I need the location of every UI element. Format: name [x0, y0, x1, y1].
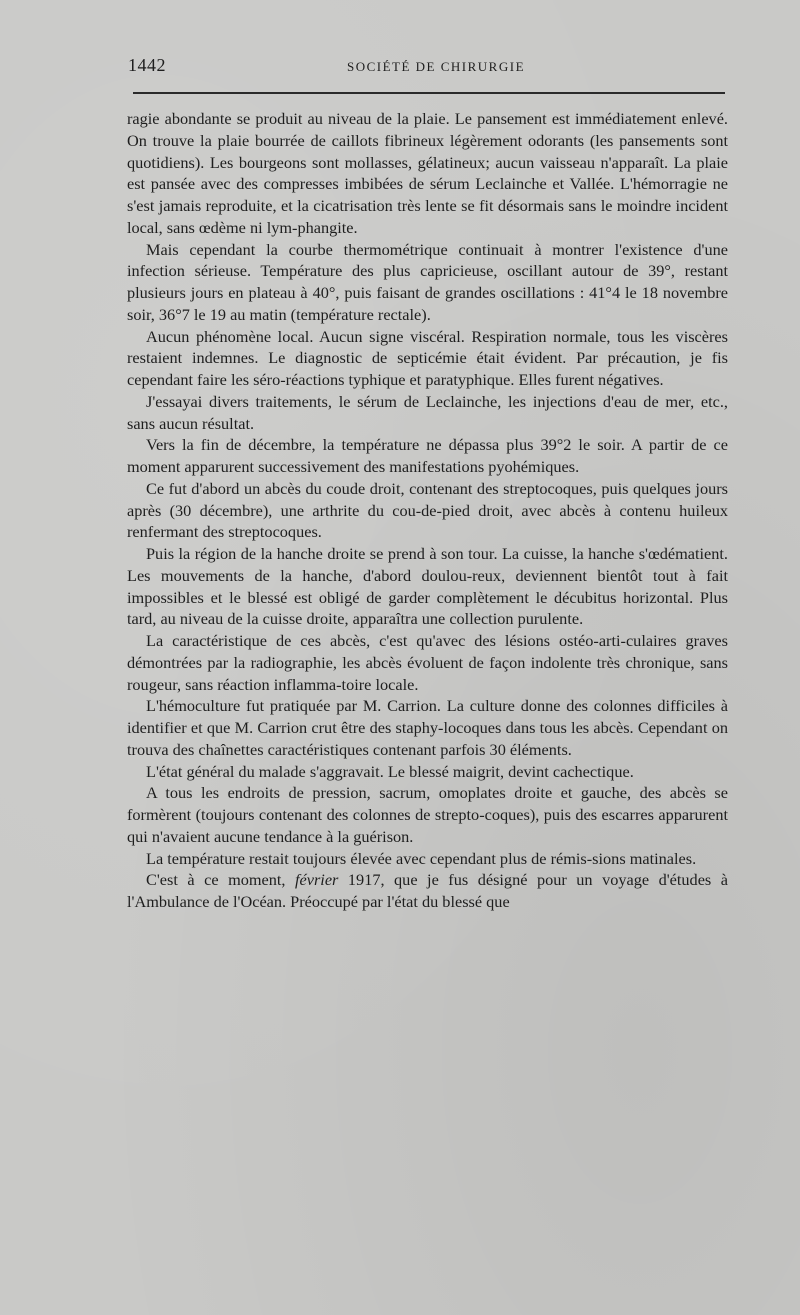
header-rule — [133, 92, 725, 94]
paragraph: La température restait toujours élevée avec cependant plus de rémis-sions matinales. — [146, 848, 697, 868]
paragraph-text: 1917, que je fus désigné pour un voyage d'études à l'Ambulance de l'Océan. Préoccupé par l'état du blessé que — [127, 870, 728, 911]
paragraph: Puis la région de la hanche droite se prend à son tour. La cuisse, la hanche s'œdématient. Les mouvements de la hanche, d'abord doulou-reux, deviennent bientôt tout à fait impossibles et le blessé est obligé de garder complètement le décubitus horizontal. Plus tard, au niveau de la cuisse droite, apparaîtra une collection purulente. — [127, 544, 728, 629]
paragraph-text: C'est à ce moment, — [146, 870, 295, 890]
italic-month: février — [295, 870, 339, 890]
paragraph: La caractéristique de ces abcès, c'est qu'avec des lésions ostéo-arti-culaires graves démontrées par la radiographie, les abcès évoluent de façon indolente très chronique, sans rougeur, sans réaction inflamma-toire locale. — [127, 631, 728, 694]
paragraph — [127, 869, 728, 913]
paragraph: ragie abondante se produit au niveau de la plaie. Le pansement est immédiatement enlevé. On trouve la plaie bourrée de caillots fibrineux légèrement odorants (les pansements sont quotidiens). Les bourgeons sont mollasses, gélatineux; aucun vaisseau n'apparaît. La plaie est pansée avec des compresses imbibées de sérum Leclainche et Vallée. L'hémorragie ne s'est jamais reproduite, et la cicatrisation très lente se fit désormais sans le moindre incident local, sans œdème ni lym-phangite. — [127, 109, 728, 237]
paragraph: Mais cependant la courbe thermométrique continuait à montrer l'existence d'une infection sérieuse. Température des plus capricieuse, oscillant autour de 39°, restant plusieurs jours en plateau à 40°, puis faisant de grandes oscillations : 41°4 le 18 novembre soir, 36°7 le 19 au matin (température rectale). — [127, 239, 728, 324]
running-title: SOCIÉTÉ DE CHIRURGIE — [346, 59, 526, 74]
paragraph: L'état général du malade s'aggravait. Le blessé maigrit, devint cachectique. — [146, 761, 634, 781]
page-number: 1442 — [128, 55, 166, 75]
paragraph: Aucun phénomène local. Aucun signe viscéral. Respiration normale, tous les viscères restaient indemnes. Le diagnostic de septicémie était évident. Par précaution, je fis cependant faire les séro-réactions typhique et paratyphique. Elles furent négatives. — [127, 326, 728, 389]
body-text — [127, 108, 728, 913]
page-header — [128, 55, 724, 81]
paragraph: J'essayai divers traitements, le sérum de Leclainche, les injections d'eau de mer, etc., sans aucun résultat. — [127, 391, 728, 433]
paragraph: L'hémoculture fut pratiquée par M. Carrion. La culture donne des colonnes difficiles à identifier et que M. Carrion crut être des staphy-locoques dans tous les abcès. Cependant on trouva des chaînettes caractéristiques contenant parfois 30 éléments. — [127, 696, 728, 759]
paragraph: Ce fut d'abord un abcès du coude droit, contenant des streptocoques, puis quelques jours après (30 décembre), une arthrite du cou-de-pied droit, avec abcès à contenu huileux renfermant des streptocoques. — [127, 478, 728, 542]
paragraph: A tous les endroits de pression, sacrum, omoplates droite et gauche, des abcès se formèrent (toujours contenant des colonnes de strepto-coques), puis des escarres apparurent qui n'avaient aucune tendance à la guérison. — [127, 783, 728, 846]
paragraph: Vers la fin de décembre, la température ne dépassa plus 39°2 le soir. A partir de ce moment apparurent successivement des manifestations pyohémiques. — [127, 435, 728, 476]
